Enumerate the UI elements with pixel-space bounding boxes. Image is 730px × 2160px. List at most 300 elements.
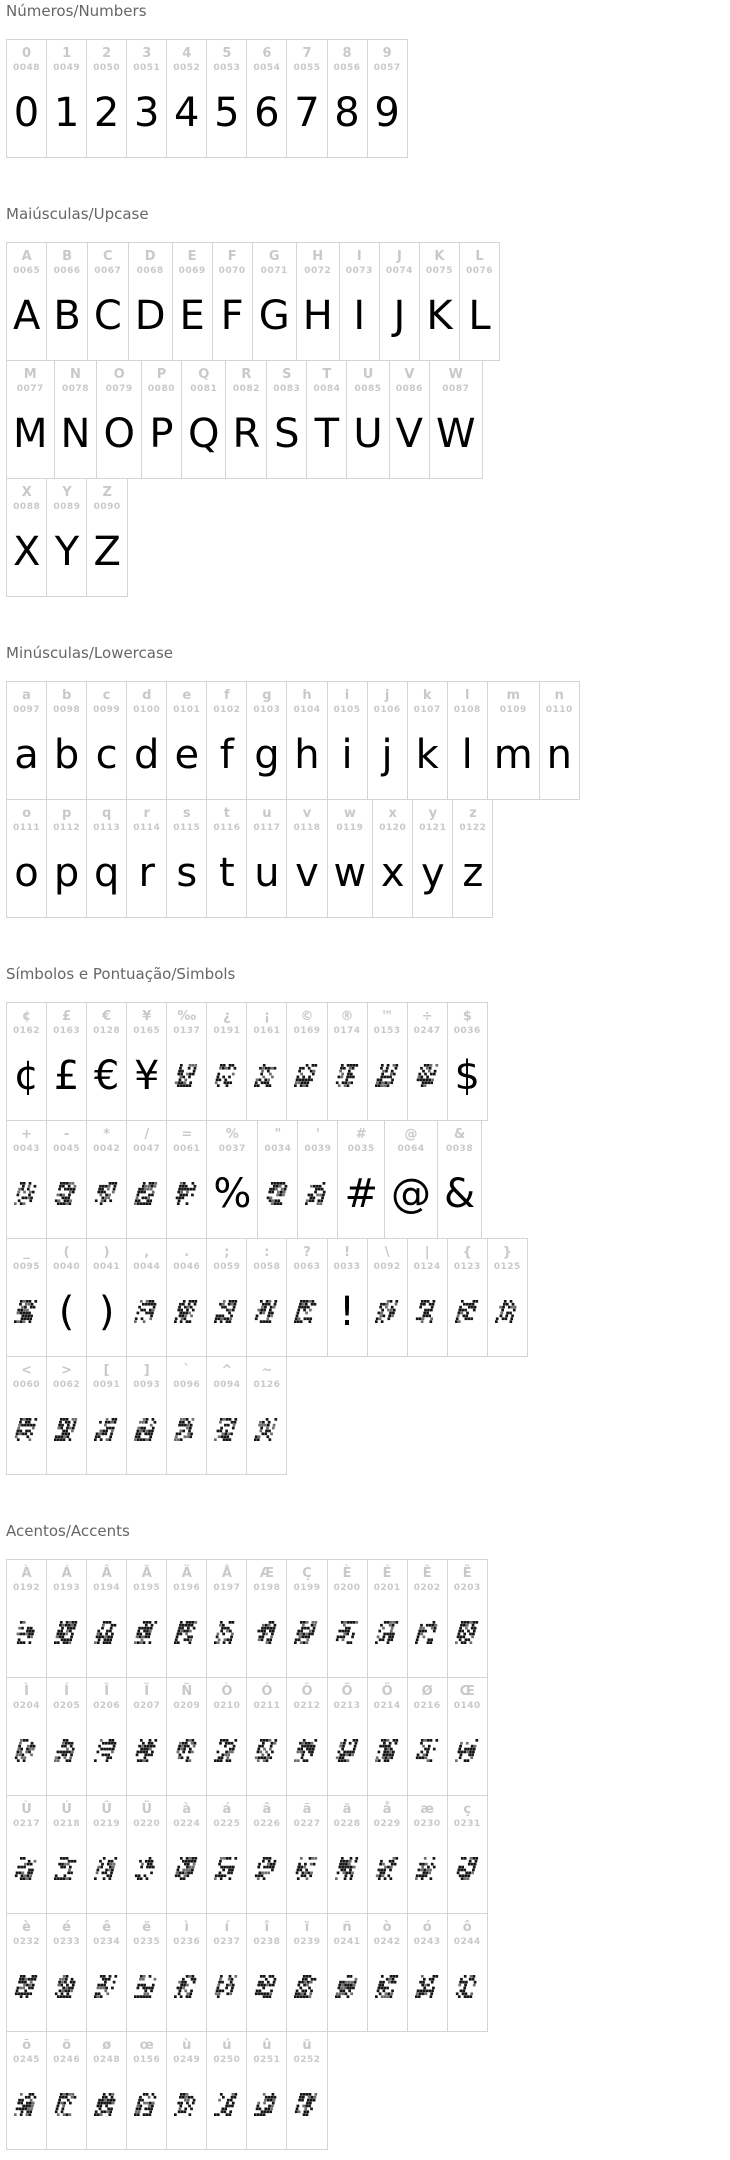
font-glyph: E [179, 292, 205, 339]
char-cell [7, 682, 46, 799]
unicode-code: 0104 [293, 705, 321, 715]
unicode-code: 0095 [13, 1262, 41, 1272]
font-glyph-missing [133, 1948, 160, 2031]
missing-glyph-icon [133, 1975, 160, 1999]
reference-char: J [396, 249, 402, 264]
char-cell [419, 243, 459, 360]
char-cell [86, 1560, 126, 1677]
char-cell [172, 243, 212, 360]
reference-char: î [264, 1920, 270, 1935]
unicode-code: 0227 [293, 1819, 321, 1829]
reference-char: n [554, 688, 564, 703]
char-cell [46, 40, 86, 157]
unicode-code: 0156 [133, 2055, 161, 2065]
char-cell [46, 1914, 86, 2031]
unicode-code: 0214 [373, 1701, 401, 1711]
font-glyph: % [213, 1170, 252, 1217]
missing-glyph-icon [173, 1182, 200, 1206]
unicode-code: 0228 [333, 1819, 361, 1829]
char-cell [86, 1121, 126, 1238]
missing-glyph-icon [173, 1975, 200, 1999]
char-cell [96, 361, 140, 478]
font-glyph: A [13, 292, 41, 339]
char-cell [327, 1914, 367, 2031]
font-glyph-missing [53, 1712, 80, 1795]
font-glyph-missing [133, 1594, 160, 1677]
unicode-code: 0231 [453, 1819, 481, 1829]
unicode-code: 0196 [173, 1583, 201, 1593]
reference-char: ö [62, 2038, 72, 2053]
reference-char: ú [222, 2038, 232, 2053]
font-glyph-missing [13, 1391, 40, 1474]
reference-char: g [262, 688, 272, 703]
reference-char: À [21, 1566, 32, 1581]
char-cell [166, 1914, 206, 2031]
unicode-code: 0058 [253, 1262, 281, 1272]
reference-char: j [384, 688, 390, 703]
unicode-code: 0201 [373, 1583, 401, 1593]
char-cell [389, 361, 429, 478]
font-glyph: U [353, 410, 383, 457]
reference-char: Ö [381, 1684, 393, 1699]
font-glyph: # [344, 1170, 378, 1217]
char-cell [429, 361, 482, 478]
char-cell [166, 1678, 206, 1795]
font-glyph: z [462, 849, 484, 896]
missing-glyph-icon [173, 1064, 200, 1088]
unicode-code: 0049 [53, 63, 81, 73]
reference-char: Q [198, 367, 210, 382]
char-cell [296, 243, 339, 360]
reference-char: 2 [102, 46, 112, 61]
reference-char: | [424, 1245, 430, 1260]
char-cell [126, 1796, 166, 1913]
font-glyph: i [341, 731, 353, 778]
missing-glyph-icon [374, 1739, 401, 1763]
reference-char: V [404, 367, 415, 382]
unicode-code: 0117 [253, 823, 281, 833]
missing-glyph-icon [53, 1975, 80, 1999]
reference-char: / [144, 1127, 150, 1142]
unicode-code: 0216 [413, 1701, 441, 1711]
unicode-code: 0114 [133, 823, 161, 833]
missing-glyph-icon [374, 1064, 401, 1088]
char-cell [126, 2032, 166, 2149]
section-title-accents: Acentos/Accents [6, 1522, 130, 1540]
unicode-code: 0068 [136, 266, 164, 276]
unicode-code: 0042 [93, 1144, 121, 1154]
unicode-code: 0102 [213, 705, 241, 715]
missing-glyph-icon [293, 2093, 320, 2117]
font-glyph: t [219, 849, 235, 896]
char-cell [212, 243, 252, 360]
char-cell [437, 1121, 481, 1238]
reference-char: ñ [342, 1920, 352, 1935]
font-glyph-missing [93, 1830, 120, 1913]
char-cell [246, 2032, 286, 2149]
unicode-code: 0206 [93, 1701, 121, 1711]
unicode-code: 0169 [293, 1026, 321, 1036]
char-cell [126, 1003, 166, 1120]
reference-char: & [453, 1127, 466, 1142]
reference-char: ; [224, 1245, 230, 1260]
missing-glyph-icon [334, 1739, 361, 1763]
font-glyph: c [95, 731, 118, 778]
unicode-code: 0105 [333, 705, 361, 715]
font-glyph: j [381, 731, 393, 778]
font-glyph: ( [58, 1288, 75, 1335]
char-cell [86, 2032, 126, 2149]
char-cell [257, 1121, 297, 1238]
font-glyph: € [93, 1052, 120, 1099]
unicode-code: 0066 [53, 266, 81, 276]
char-cell [126, 800, 166, 917]
char-cell [166, 1357, 206, 1474]
char-cell [87, 243, 128, 360]
unicode-code: 0165 [133, 1026, 161, 1036]
font-glyph-missing [53, 2066, 80, 2149]
unicode-code: 0236 [173, 1937, 201, 1947]
char-cell [181, 361, 225, 478]
missing-glyph-icon [253, 2093, 280, 2117]
reference-char: ¥ [142, 1009, 152, 1024]
unicode-code: 0054 [253, 63, 281, 73]
missing-glyph-icon [53, 1857, 80, 1881]
char-cell [46, 479, 86, 596]
char-cell [539, 682, 579, 799]
unicode-code: 0044 [133, 1262, 161, 1272]
font-glyph: d [134, 731, 160, 778]
char-cell [225, 361, 266, 478]
unicode-code: 0213 [333, 1701, 361, 1711]
reference-char: à [182, 1802, 192, 1817]
reference-char: 3 [142, 46, 152, 61]
reference-char: v [302, 806, 312, 821]
reference-char: . [184, 1245, 190, 1260]
reference-char: õ [22, 2038, 31, 2053]
reference-char: Ù [21, 1802, 32, 1817]
missing-glyph-icon [13, 1621, 40, 1645]
char-cell [46, 1003, 86, 1120]
reference-char: = [181, 1127, 193, 1142]
unicode-code: 0057 [373, 63, 401, 73]
missing-glyph-icon [454, 1857, 481, 1881]
char-cell [246, 1239, 286, 1356]
unicode-code: 0108 [453, 705, 481, 715]
char-cell [367, 1796, 407, 1913]
font-glyph-missing [414, 1273, 441, 1356]
char-cell [487, 682, 539, 799]
unicode-code: 0112 [53, 823, 81, 833]
reference-char: 4 [182, 46, 192, 61]
font-glyph-missing [334, 1948, 361, 2031]
char-cell [246, 1678, 286, 1795]
unicode-code: 0244 [453, 1937, 481, 1947]
char-cell [327, 682, 367, 799]
missing-glyph-icon [93, 1975, 120, 1999]
char-cell [166, 1239, 206, 1356]
char-cell [46, 800, 86, 917]
reference-char: ) [103, 1245, 110, 1260]
char-cell [206, 2032, 246, 2149]
reference-char: o [22, 806, 31, 821]
reference-char: Ï [144, 1684, 150, 1699]
char-cell [372, 800, 412, 917]
unicode-code: 0086 [395, 384, 423, 394]
section-title-symbols: Símbolos e Pontuação/Simbols [6, 965, 236, 983]
char-cell [166, 1121, 206, 1238]
font-glyph-missing [93, 1155, 120, 1238]
char-cell [447, 1914, 487, 2031]
reference-char: s [182, 806, 191, 821]
unicode-code: 0195 [133, 1583, 161, 1593]
font-glyph: $ [454, 1052, 480, 1099]
char-cell [126, 1121, 166, 1238]
char-cell [246, 40, 286, 157]
reference-char: Ø [421, 1684, 433, 1699]
reference-char: ì [184, 1920, 190, 1935]
char-cell [447, 1796, 487, 1913]
char-cell [206, 1239, 246, 1356]
reference-char: Ò [221, 1684, 233, 1699]
char-cell [86, 1357, 126, 1474]
missing-glyph-icon [454, 1975, 481, 1999]
missing-glyph-icon [374, 1975, 401, 1999]
unicode-code: 0230 [413, 1819, 441, 1829]
reference-char: : [264, 1245, 270, 1260]
reference-char: Ã [141, 1566, 152, 1581]
font-glyph: D [134, 292, 166, 339]
missing-glyph-icon [293, 1739, 320, 1763]
char-cell [7, 361, 54, 478]
char-row [6, 1356, 287, 1475]
reference-char: ò [382, 1920, 392, 1935]
font-glyph: u [254, 849, 280, 896]
unicode-code: 0124 [413, 1262, 441, 1272]
char-cell [206, 1796, 246, 1913]
char-cell [286, 1003, 326, 1120]
unicode-code: 0083 [273, 384, 301, 394]
font-glyph-missing [253, 1948, 280, 2031]
unicode-code: 0061 [173, 1144, 201, 1154]
font-glyph: ) [98, 1288, 115, 1335]
unicode-code: 0120 [379, 823, 407, 833]
char-cell [286, 2032, 326, 2149]
unicode-code: 0232 [13, 1937, 41, 1947]
unicode-code: 0116 [213, 823, 241, 833]
reference-char: q [102, 806, 112, 821]
char-row [6, 1559, 488, 1678]
char-cell [206, 40, 246, 157]
char-cell [297, 1121, 337, 1238]
char-row [6, 242, 500, 361]
reference-char: Í [64, 1684, 70, 1699]
unicode-code: 0075 [425, 266, 453, 276]
unicode-code: 0090 [93, 502, 121, 512]
char-row [6, 1238, 528, 1357]
reference-char: Ó [261, 1684, 273, 1699]
font-glyph: n [546, 731, 572, 778]
char-cell [367, 40, 407, 157]
missing-glyph-icon [133, 1739, 160, 1763]
unicode-code: 0252 [293, 2055, 321, 2065]
reference-char: ã [302, 1802, 312, 1817]
unicode-code: 0109 [499, 705, 527, 715]
unicode-code: 0217 [13, 1819, 41, 1829]
reference-char: $ [462, 1009, 472, 1024]
unicode-code: 0197 [213, 1583, 241, 1593]
font-glyph-missing [93, 2066, 120, 2149]
char-cell [407, 1239, 447, 1356]
unicode-code: 0211 [253, 1701, 281, 1711]
reference-char: C [103, 249, 113, 264]
font-glyph: l [461, 731, 473, 778]
unicode-code: 0126 [253, 1380, 281, 1390]
reference-char: ‰ [177, 1009, 197, 1024]
unicode-code: 0128 [93, 1026, 121, 1036]
font-glyph: J [393, 292, 406, 339]
missing-glyph-icon [173, 1418, 200, 1442]
font-glyph: 6 [254, 89, 280, 136]
font-glyph-missing [133, 1273, 160, 1356]
char-cell [54, 361, 97, 478]
font-glyph: ¢ [13, 1052, 40, 1099]
reference-char: O [113, 367, 125, 382]
unicode-code: 0199 [293, 1583, 321, 1593]
section-title-lowercase: Minúsculas/Lowercase [6, 644, 174, 662]
char-cell [246, 1003, 286, 1120]
char-cell [206, 1003, 246, 1120]
missing-glyph-icon [93, 1857, 120, 1881]
font-glyph: O [103, 410, 135, 457]
unicode-code: 0039 [304, 1144, 332, 1154]
char-cell [126, 1239, 166, 1356]
unicode-code: 0076 [465, 266, 494, 276]
reference-char: ç [463, 1802, 472, 1817]
reference-char: ] [143, 1363, 150, 1378]
unicode-code: 0238 [253, 1937, 281, 1947]
char-cell [327, 1239, 367, 1356]
font-glyph: F [220, 292, 244, 339]
unicode-code: 0072 [304, 266, 332, 276]
unicode-code: 0205 [53, 1701, 81, 1711]
font-glyph-missing [414, 1830, 441, 1913]
char-cell [246, 1796, 286, 1913]
char-cell [46, 243, 86, 360]
font-glyph: £ [53, 1052, 80, 1099]
reference-char: 9 [382, 46, 392, 61]
reference-char: _ [23, 1245, 30, 1260]
missing-glyph-icon [293, 1064, 320, 1088]
missing-glyph-icon [93, 1418, 120, 1442]
unicode-code: 0226 [253, 1819, 281, 1829]
reference-char: G [268, 249, 280, 264]
char-cell [7, 1003, 46, 1120]
reference-char: B [62, 249, 73, 264]
char-cell [166, 682, 206, 799]
unicode-code: 0194 [93, 1583, 121, 1593]
unicode-code: 0207 [133, 1701, 161, 1711]
reference-char: K [434, 249, 445, 264]
unicode-code: 0247 [413, 1026, 441, 1036]
font-glyph: 1 [53, 89, 80, 136]
unicode-code: 0051 [133, 63, 161, 73]
reference-char: F [227, 249, 237, 264]
missing-glyph-icon [253, 1418, 280, 1442]
reference-char: R [241, 367, 252, 382]
reference-char: A [21, 249, 32, 264]
font-glyph-missing [374, 1830, 401, 1913]
reference-char: * [103, 1127, 111, 1142]
section-uppercase [6, 205, 730, 597]
reference-char: ÷ [421, 1009, 433, 1024]
missing-glyph-icon [293, 1621, 320, 1645]
char-row [6, 1795, 488, 1914]
unicode-code: 0111 [13, 823, 41, 833]
unicode-code: 0100 [133, 705, 161, 715]
font-glyph: T [314, 410, 340, 457]
unicode-code: 0107 [413, 705, 441, 715]
missing-glyph-icon [133, 2093, 160, 2117]
char-cell [206, 682, 246, 799]
char-cell [7, 1121, 46, 1238]
unicode-code: 0191 [213, 1026, 241, 1036]
char-cell [126, 1560, 166, 1677]
font-glyph-missing [414, 1037, 441, 1120]
missing-glyph-icon [93, 1621, 120, 1645]
reference-char: 1 [62, 46, 72, 61]
font-glyph-missing [13, 2066, 40, 2149]
char-cell [86, 1796, 126, 1913]
font-glyph: @ [390, 1170, 431, 1217]
reference-char: } [502, 1245, 512, 1260]
reference-char: > [61, 1363, 73, 1378]
font-glyph-missing [173, 1037, 200, 1120]
missing-glyph-icon [213, 1857, 240, 1881]
missing-glyph-icon [13, 1975, 40, 1999]
missing-glyph-icon [414, 1739, 441, 1763]
reference-char: T [322, 367, 332, 382]
reference-char: e [182, 688, 192, 703]
reference-char: ¡ [263, 1009, 270, 1024]
font-glyph-missing [53, 1155, 80, 1238]
unicode-code: 0050 [93, 63, 121, 73]
reference-char: ` [183, 1363, 191, 1378]
unicode-code: 0059 [213, 1262, 241, 1272]
char-cell [286, 1678, 326, 1795]
reference-char: P [156, 367, 167, 382]
char-cell [447, 1239, 487, 1356]
reference-char: € [102, 1009, 112, 1024]
char-cell [206, 800, 246, 917]
unicode-code: 0163 [53, 1026, 81, 1036]
unicode-code: 0193 [53, 1583, 81, 1593]
missing-glyph-icon [173, 1857, 200, 1881]
reference-char: æ [420, 1802, 434, 1817]
font-glyph-missing [293, 1830, 320, 1913]
char-cell [367, 1003, 407, 1120]
unicode-code: 0248 [93, 2055, 121, 2065]
font-glyph-missing [374, 1594, 401, 1677]
unicode-code: 0085 [354, 384, 382, 394]
char-cell [7, 1678, 46, 1795]
char-cell [7, 2032, 46, 2149]
unicode-code: 0087 [442, 384, 470, 394]
font-glyph-missing [53, 1594, 80, 1677]
font-glyph-missing [454, 1712, 481, 1795]
font-glyph-missing [293, 1712, 320, 1795]
missing-glyph-icon [13, 1857, 40, 1881]
